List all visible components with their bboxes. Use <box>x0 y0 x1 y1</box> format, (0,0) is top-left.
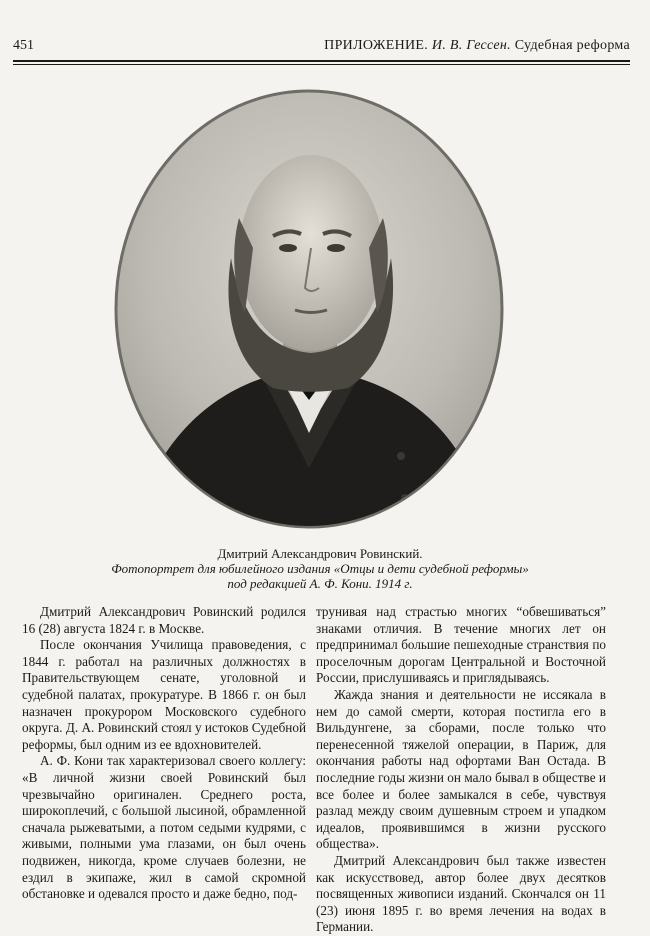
running-header <box>13 36 630 60</box>
paragraph: Дмитрий Александрович был также известен как искусствовед, автор более двух десятков посвященных живописи изданий. Скончался он 11 (23) июня 1895 г. во время лечения на водах в Германии. <box>316 852 606 935</box>
paragraph: А. Ф. Кони так характеризовал своего коллегу: «В личной жизни своей Ровинский был чрезвычайно оригинален. Среднего роста, широкоплечий, с большой лысиной, обрамленной сначала рыжеватыми, а потом седыми кудрями, с живыми, полными ума глазами, он был очень подвижен, никогда, кроме случаев болезни, не ездил в экипаже, жил в самой скромной обстановке и одевался просто и даже бедно, под- <box>22 753 306 902</box>
paragraph: Жажда знания и деятельности не иссякала в нем до самой смерти, которая постигла его в Вильдунгене, за сборами, после только что перенесенной тяжелой операции, в Париж, для окончания работы над офортами Ван Остада. В последние годы жизни он мало бывал в обществе и все более и более замыкался в себе, чувствуя разлад между своим душевным строем и упадком идеалов, проявившимся в жизни русского общества». <box>316 686 606 852</box>
text-column-right <box>316 604 606 936</box>
portrait-caption <box>40 546 600 591</box>
caption-name: Дмитрий Александрович Ровинский. <box>217 546 423 561</box>
text-column-left <box>22 604 306 903</box>
page-number: 451 <box>13 38 34 53</box>
paragraph: После окончания Училища правоведения, с 1844 г. работал на различных должностях в Правительствующем сенате, уголовной и судебной палатах, прокуратуре. В 1866 г. он был назначен прокурором Московского судебного округа. Д. А. Ровинский стоял у истоков Судебной реформы, был одним из ее вдохновителей. <box>22 637 306 752</box>
header-rule-thick <box>13 60 630 62</box>
portrait-photo <box>113 88 505 530</box>
author-name: И. В. Гессен. <box>431 38 511 53</box>
header-rule-thin <box>13 64 630 65</box>
running-title <box>324 38 630 54</box>
caption-source-line-1: Фотопортрет для юбилейного издания «Отцы и дети судебной реформы» <box>111 561 529 576</box>
paragraph-continuation: трунивая над страстью многих “обвешиваться” знаками отличия. В течение многих лет он предпринимал большие пешеходные странствия по проселочным дорогам Центральной и Восточной России, прислушиваясь и приглядываясь. <box>316 604 606 686</box>
book-title: Судебная реформа <box>514 38 630 53</box>
section-label: ПРИЛОЖЕНИЕ. <box>324 38 429 53</box>
caption-source-line-2: под редакцией А. Ф. Кони. 1914 г. <box>227 576 413 591</box>
paragraph: Дмитрий Александрович Ровинский родился 16 (28) августа 1824 г. в Москве. <box>22 604 306 636</box>
